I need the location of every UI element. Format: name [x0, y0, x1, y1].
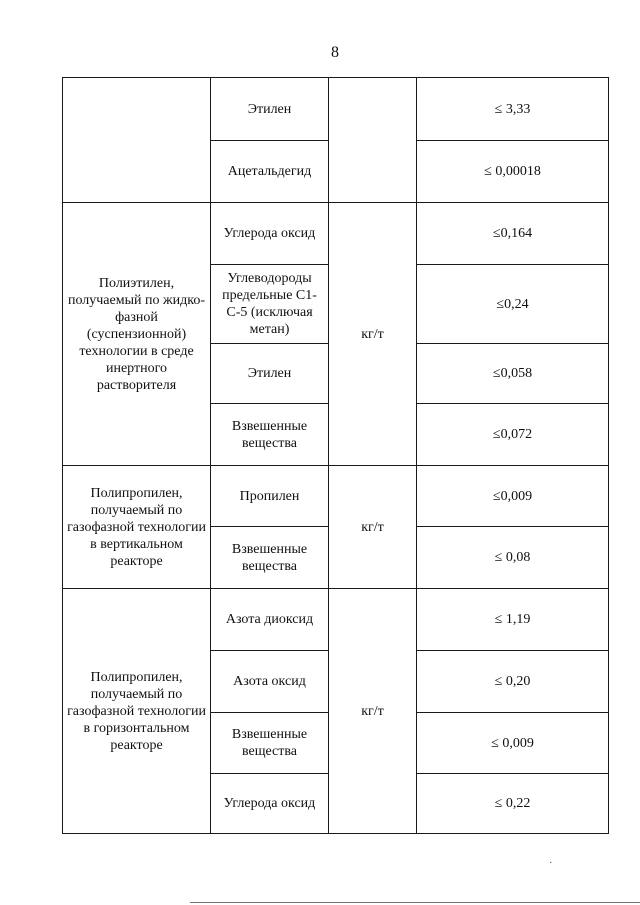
substance-cell: Взвешенные вещества	[211, 713, 329, 774]
value-cell: ≤0,058	[417, 344, 609, 404]
substance-cell: Этилен	[211, 344, 329, 404]
unit-cell	[329, 78, 417, 203]
value-cell: ≤ 0,08	[417, 527, 609, 589]
substance-cell: Углерода оксид	[211, 774, 329, 834]
unit-cell: кг/т	[329, 466, 417, 589]
page-number: 8	[331, 44, 339, 61]
emissions-table	[62, 77, 609, 834]
scan-speck: ·	[549, 858, 553, 869]
substance-cell: Пропилен	[211, 466, 329, 527]
substance-cell: Азота оксид	[211, 651, 329, 713]
product-cell	[63, 78, 211, 203]
substance-cell: Азота диоксид	[211, 589, 329, 651]
product-cell: Полиэтилен, получаемый по жидко-фазной (суспензионной) технологии в среде инертного растворителя	[63, 203, 211, 466]
product-cell: Полипропилен, получаемый по газофазной технологии в вертикальном реакторе	[63, 466, 211, 589]
table-row	[63, 203, 609, 265]
substance-cell: Углеводороды предельные С1-С-5 (исключая метан)	[211, 265, 329, 344]
value-cell: ≤0,072	[417, 404, 609, 466]
value-cell: ≤ 1,19	[417, 589, 609, 651]
table-row	[63, 466, 609, 527]
substance-cell: Углерода оксид	[211, 203, 329, 265]
value-cell: ≤0,164	[417, 203, 609, 265]
product-cell: Полипропилен, получаемый по газофазной технологии в горизонтальном реакторе	[63, 589, 211, 834]
value-cell: ≤ 0,00018	[417, 141, 609, 203]
unit-cell: кг/т	[329, 203, 417, 466]
unit-cell: кг/т	[329, 589, 417, 834]
value-cell: ≤ 3,33	[417, 78, 609, 141]
substance-cell: Взвешенные вещества	[211, 527, 329, 589]
substance-cell: Взвешенные вещества	[211, 404, 329, 466]
table-row	[63, 78, 609, 141]
table-row	[63, 589, 609, 651]
value-cell: ≤ 0,22	[417, 774, 609, 834]
scan-edge-divider	[190, 902, 640, 903]
value-cell: ≤ 0,009	[417, 713, 609, 774]
value-cell: ≤0,009	[417, 466, 609, 527]
value-cell: ≤0,24	[417, 265, 609, 344]
substance-cell: Ацетальдегид	[211, 141, 329, 203]
value-cell: ≤ 0,20	[417, 651, 609, 713]
substance-cell: Этилен	[211, 78, 329, 141]
